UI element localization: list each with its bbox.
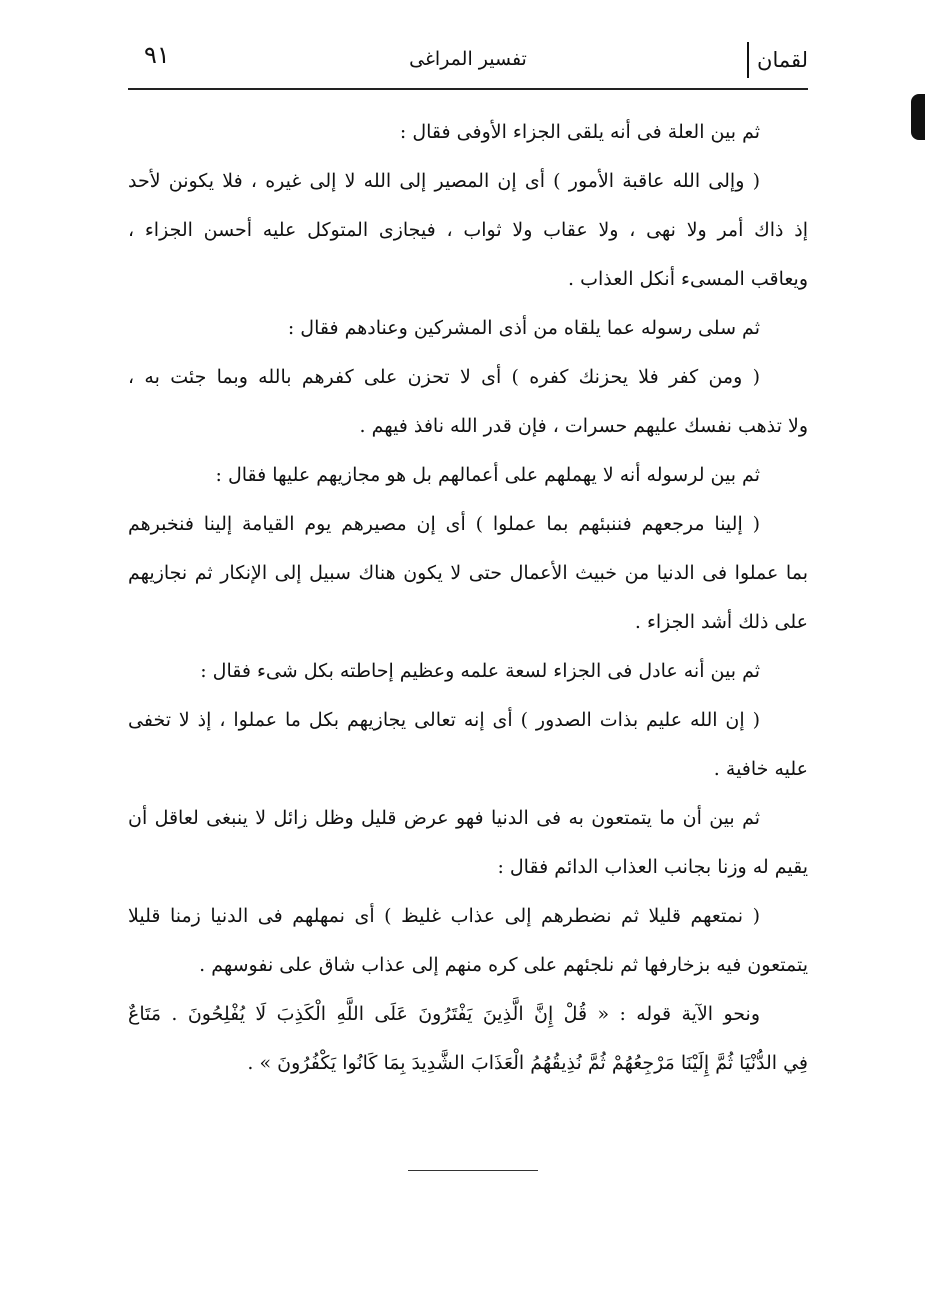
page-header xyxy=(128,34,808,90)
running-title: تفسير المراغى xyxy=(409,48,527,70)
text-line: ( إن الله عليم بذات الصدور ) أى إنه تعالى يجازيهم بكل ما عملوا ، إذ لا تخفى xyxy=(128,709,760,731)
surah-name: لقمان xyxy=(747,42,808,78)
page-edge-mark xyxy=(911,94,925,140)
text-line: ( وإلى الله عاقبة الأمور ) أى إن المصير إلى الله لا إلى غيره ، فلا يكونن لأحد xyxy=(128,170,760,192)
text-line: ( نمتعهم قليلا ثم نضطرهم إلى عذاب غليظ ) أى نمهلهم فى الدنيا زمنا قليلا xyxy=(128,905,760,927)
text-line: بما عملوا فى الدنيا من خبيث الأعمال حتى لا يكون هناك سبيل إلى الإنكار ثم نجازيهم xyxy=(128,562,808,584)
text-line: يقيم له وزنا بجانب العذاب الدائم فقال : xyxy=(497,856,808,878)
text-line: ( ومن كفر فلا يحزنك كفره ) أى لا تحزن على كفرهم بالله وبما جئت به ، xyxy=(128,366,760,388)
page-number: ٩١ xyxy=(144,41,170,69)
page-body xyxy=(128,108,808,1088)
text-line: ولا تذهب نفسك عليهم حسرات ، فإن قدر الله نافذ فيهم . xyxy=(359,415,808,437)
text-line: ونحو الآية قوله : « قُلْ إِنَّ الَّذِينَ يَفْتَرُونَ عَلَى اللَّهِ الْكَذِبَ لَا يُفْلِحُونَ . مَتَاعٌ xyxy=(128,1003,760,1025)
text-line: إذ ذاك أمر ولا نهى ، ولا عقاب ولا ثواب ، فيجازى المتوكل عليه أحسن الجزاء ، xyxy=(128,219,808,241)
text-line: ويعاقب المسىء أنكل العذاب . xyxy=(568,268,808,290)
text-line: ثم بين العلة فى أنه يلقى الجزاء الأوفى فقال : xyxy=(399,121,760,143)
text-line: على ذلك أشد الجزاء . xyxy=(634,611,808,633)
header-rule xyxy=(128,88,808,90)
text-line: ثم بين أن ما يتمتعون به فى الدنيا فهو عرض قليل وظل زائل لا ينبغى لعاقل أن xyxy=(128,807,760,829)
text-line: ( إلينا مرجعهم فننبئهم بما عملوا ) أى إن مصيرهم يوم القيامة إلينا فنخبرهم xyxy=(128,513,760,535)
text-line: عليه خافية . xyxy=(713,758,808,780)
text-line: فِي الدُّنْيَا ثُمَّ إِلَيْنَا مَرْجِعُهُمْ ثُمَّ نُذِيقُهُمُ الْعَذَابَ الشَّدِيدَ بِمَا كَانُوا يَكْفُرُونَ » . xyxy=(247,1052,808,1074)
text-line: ثم بين لرسوله أنه لا يهملهم على أعمالهم بل هو مجازيهم عليها فقال : xyxy=(215,464,760,486)
text-line: ثم سلى رسوله عما يلقاه من أذى المشركين وعنادهم فقال : xyxy=(287,317,760,339)
text-line: ثم بين أنه عادل فى الجزاء لسعة علمه وعظيم إحاطته بكل شىء فقال : xyxy=(200,660,760,682)
footer-rule xyxy=(408,1170,538,1171)
text-line: يتمتعون فيه بزخارفها ثم نلجئهم على كره منهم إلى عذاب شاق على نفوسهم . xyxy=(199,954,808,976)
